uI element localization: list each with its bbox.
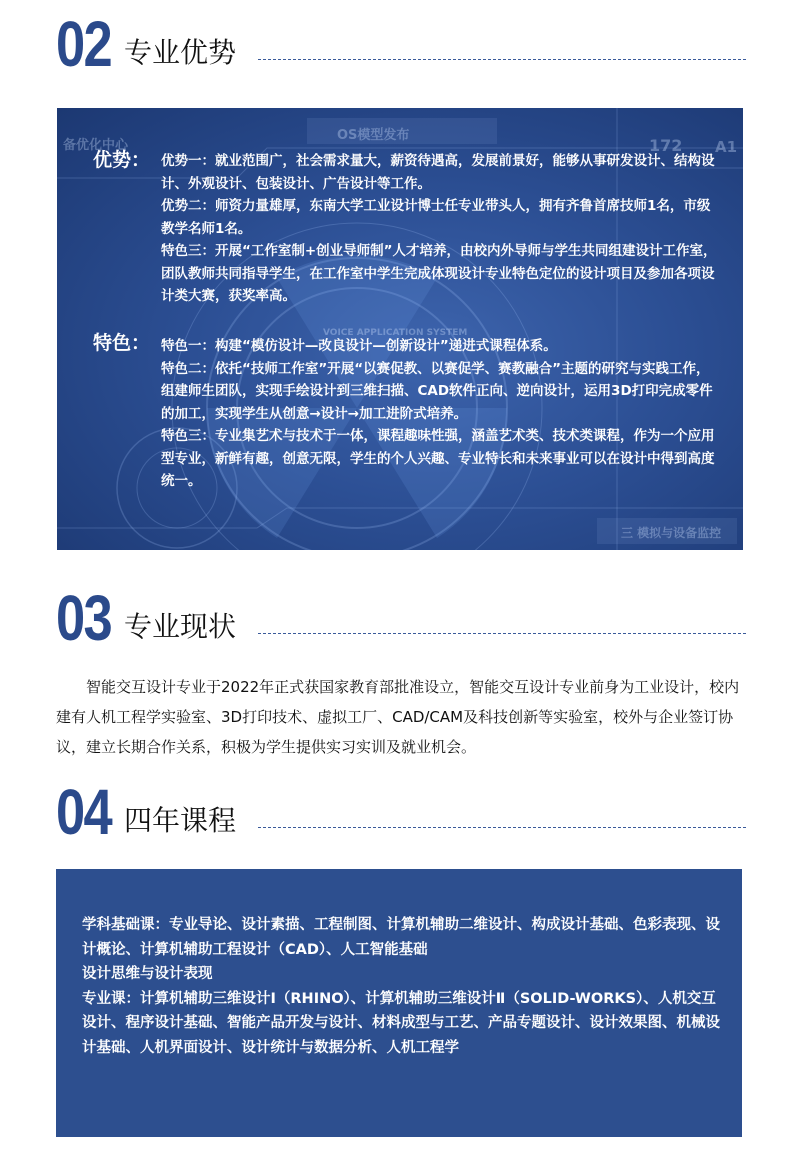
section-heading-status <box>56 582 746 654</box>
bg-label: VOICE APPLICATION SYSTEM <box>323 328 468 338</box>
section-title: 专业现状 <box>124 610 237 643</box>
courses-panel <box>56 869 742 1137</box>
feature-item: 特色三：专业集艺术与技术于一体，课程趣味性强，涵盖艺术类、技术类课程，作为一个应用型专业，新鲜有趣，创意无限，学生的个人兴趣、专业特长和未来事业可以在设计中得到高度统一。 <box>161 428 715 489</box>
dashed-divider <box>258 827 746 828</box>
section-title: 四年课程 <box>124 804 237 837</box>
features-label: 特色： <box>93 332 151 354</box>
section-title: 专业优势 <box>124 36 237 69</box>
advantage-item: 优势二：师资力量雄厚，东南大学工业设计博士任专业带头人，拥有齐鲁首席技师1名，市级教学名师1名。 <box>161 198 711 237</box>
bg-label: A1 <box>715 138 738 156</box>
section-number: 03 <box>56 582 112 654</box>
advantages-panel <box>57 108 743 550</box>
section-heading-courses <box>56 776 746 848</box>
advantage-item: 特色三：开展“工作室制+创业导师制”人才培养，由校内外导师与学生共同组建设计工作室，团队教师共同指导学生，在工作室中学生完成体现设计专业特色定位的设计项目及参加各项设计类大赛，获奖率高。 <box>161 243 717 304</box>
course-line: 设计思维与设计表现 <box>82 966 213 982</box>
courses-text <box>82 913 722 1060</box>
status-paragraph: 智能交互设计专业于2022年正式获国家教育部批准设立，智能交互设计专业前身为工业设计，校内建有人机工程学实验室、3D打印技术、虚拟工厂、CAD/CAM及科技创新等实验室，校外与企业签订协议，建立长期合作关系，积极为学生提供实习实训及就业机会。 <box>56 678 740 756</box>
section-heading-advantages <box>56 8 746 80</box>
advantages-label: 优势： <box>93 149 151 171</box>
bg-label: 172 <box>649 136 683 155</box>
bg-label: OS模型发布 <box>337 128 410 143</box>
section-number: 04 <box>56 776 112 848</box>
dashed-divider <box>258 633 746 634</box>
features-text <box>161 335 721 493</box>
advantage-item: 优势一：就业范围广，社会需求量大，薪资待遇高，发展前景好，能够从事研发设计、结构设计、外观设计、包装设计、广告设计等工作。 <box>161 153 715 192</box>
feature-item: 特色二：依托“技师工作室”开展“以赛促教、以赛促学、赛教融合”主题的研究与实践工作，组建师生团队，实现手绘设计到三维扫描、CAD软件正向、逆向设计，运用3D打印完成零件的加工，实现学生从创意→设计→加工进阶式培养。 <box>161 360 713 422</box>
bg-label: 备优化中心 <box>63 138 129 153</box>
course-line: 专业课：计算机辅助三维设计Ⅰ（RHINO）、计算机辅助三维设计Ⅱ（SOLID-WORKS）、人机交互设计、程序设计基础、智能产品开发与设计、材料成型与工艺、产品专题设计、设计效果图、机械设计基础、人机界面设计、设计统计与数据分析、人机工程学 <box>82 990 720 1056</box>
dashed-divider <box>258 59 746 60</box>
course-line: 学科基础课：专业导论、设计素描、工程制图、计算机辅助二维设计、构成设计基础、色彩表现、设计概论、计算机辅助工程设计（CAD）、人工智能基础 <box>82 917 720 958</box>
feature-item: 特色一：构建“模仿设计—改良设计—创新设计”递进式课程体系。 <box>161 338 557 354</box>
bg-label: 三 模拟与设备监控 <box>621 526 722 540</box>
advantages-text <box>161 150 721 308</box>
section-number: 02 <box>56 8 112 80</box>
